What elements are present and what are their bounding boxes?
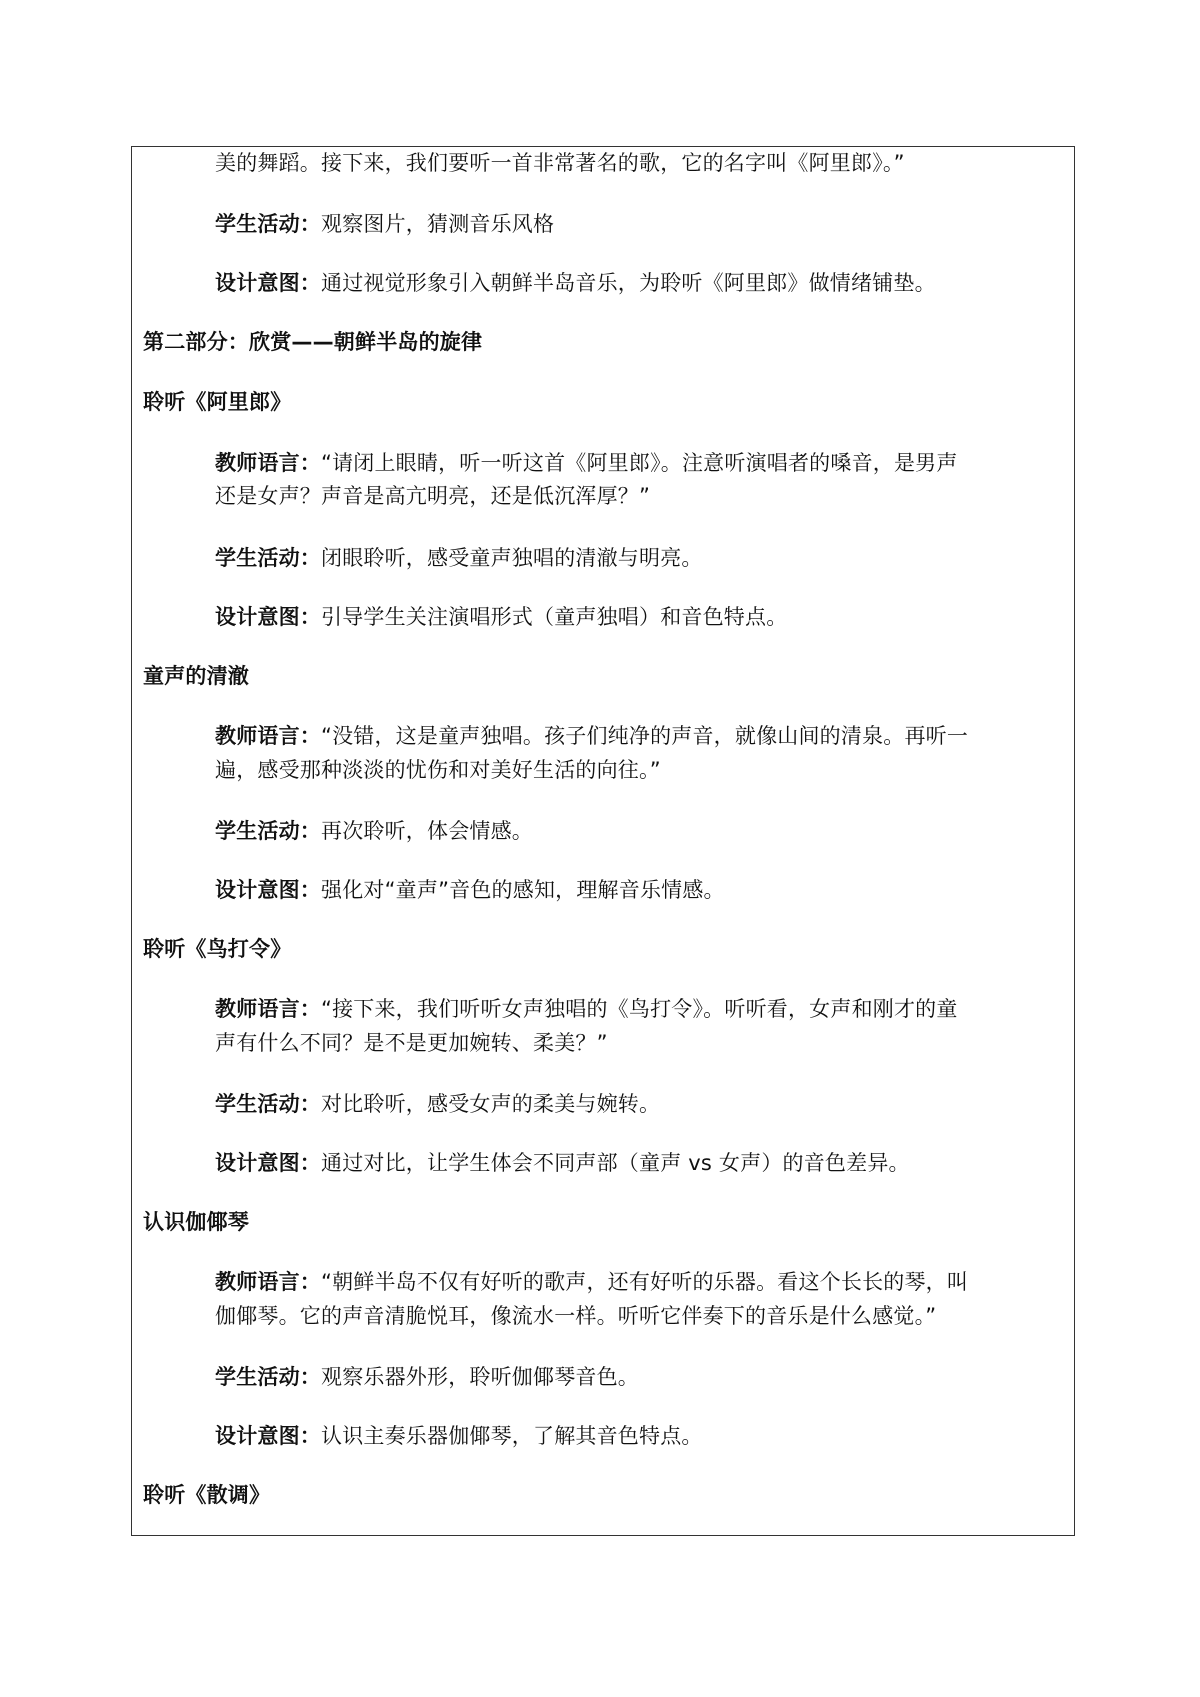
student-activity-label: 学生活动： [215,212,321,236]
design-intent-label: 设计意图： [215,1151,321,1175]
student-activity [215,543,703,573]
teacher-language-label: 教师语言： [215,451,321,475]
section-heading: 认识伽倻琴 [143,1210,249,1234]
design-intent-label: 设计意图： [215,878,321,902]
section-heading: 聆听《鸟打令》 [143,937,292,961]
student-activity-text: 观察乐器外形，聆听伽倻琴音色。 [321,1365,639,1389]
student-activity-text: 对比聆听，感受女声的柔美与婉转。 [321,1092,661,1116]
student-activity-label: 学生活动： [215,1365,321,1389]
teacher-language-label: 教师语言： [215,997,321,1021]
teacher-language-text: “请闭上眼睛，听一听这首《阿里郎》。注意听演唱者的嗓音，是男声 [321,451,958,475]
section-heading: 聆听《阿里郎》 [143,390,292,414]
student-activity [215,816,533,846]
teacher-language-line1 [215,994,958,1024]
teacher-language-line2: 声有什么不同？是不是更加婉转、柔美？” [215,1031,608,1055]
student-activity-text: 再次聆听，体会情感。 [321,819,533,843]
intro-design-intent [215,268,936,298]
teacher-language-text: “接下来，我们听听女声独唱的《鸟打令》。听听看，女声和刚才的童 [321,997,958,1021]
student-activity-label: 学生活动： [215,546,321,570]
design-intent-label: 设计意图： [215,605,321,629]
teacher-language-line1 [215,721,968,751]
design-intent-text: 认识主奏乐器伽倻琴，了解其音色特点。 [321,1424,703,1448]
design-intent [215,602,787,632]
teacher-language-label: 教师语言： [215,724,321,748]
teacher-language-line2: 还是女声？声音是高亢明亮，还是低沉浑厚？” [215,484,651,508]
teacher-language-line1 [215,1267,968,1297]
design-intent [215,875,725,905]
design-intent-text: 通过对比，让学生体会不同声部（童声 vs 女声）的音色差异。 [321,1151,910,1175]
teacher-language-line1 [215,448,958,478]
intro-student-activity [215,209,554,239]
student-activity [215,1362,639,1392]
design-intent-text: 通过视觉形象引入朝鲜半岛音乐，为聆听《阿里郎》做情绪铺垫。 [321,271,936,295]
intro-teacher-continuation: 美的舞蹈。接下来，我们要听一首非常著名的歌，它的名字叫《阿里郎》。” [215,151,905,175]
section-heading: 童声的清澈 [143,664,249,688]
student-activity-text: 闭眼聆听，感受童声独唱的清澈与明亮。 [321,546,703,570]
student-activity-text: 观察图片，猜测音乐风格 [321,212,555,236]
design-intent [215,1421,703,1451]
part-two-heading: 第二部分：欣赏——朝鲜半岛的旋律 [143,330,483,354]
design-intent-label: 设计意图： [215,1424,321,1448]
teacher-language-text: “朝鲜半岛不仅有好听的歌声，还有好听的乐器。看这个长长的琴，叫 [321,1270,969,1294]
section-heading: 聆听《散调》 [143,1483,271,1507]
teacher-language-line2: 遍，感受那种淡淡的忧伤和对美好生活的向往。” [215,758,661,782]
teacher-language-text: “没错，这是童声独唱。孩子们纯净的声音，就像山间的清泉。再听一 [321,724,969,748]
student-activity [215,1089,660,1119]
design-intent-label: 设计意图： [215,271,321,295]
design-intent-text: 强化对“童声”音色的感知，理解音乐情感。 [321,878,725,902]
design-intent-text: 引导学生关注演唱形式（童声独唱）和音色特点。 [321,605,788,629]
teacher-language-label: 教师语言： [215,1270,321,1294]
design-intent [215,1148,910,1178]
teacher-language-line2: 伽倻琴。它的声音清脆悦耳，像流水一样。听听它伴奏下的音乐是什么感觉。” [215,1304,937,1328]
student-activity-label: 学生活动： [215,1092,321,1116]
student-activity-label: 学生活动： [215,819,321,843]
